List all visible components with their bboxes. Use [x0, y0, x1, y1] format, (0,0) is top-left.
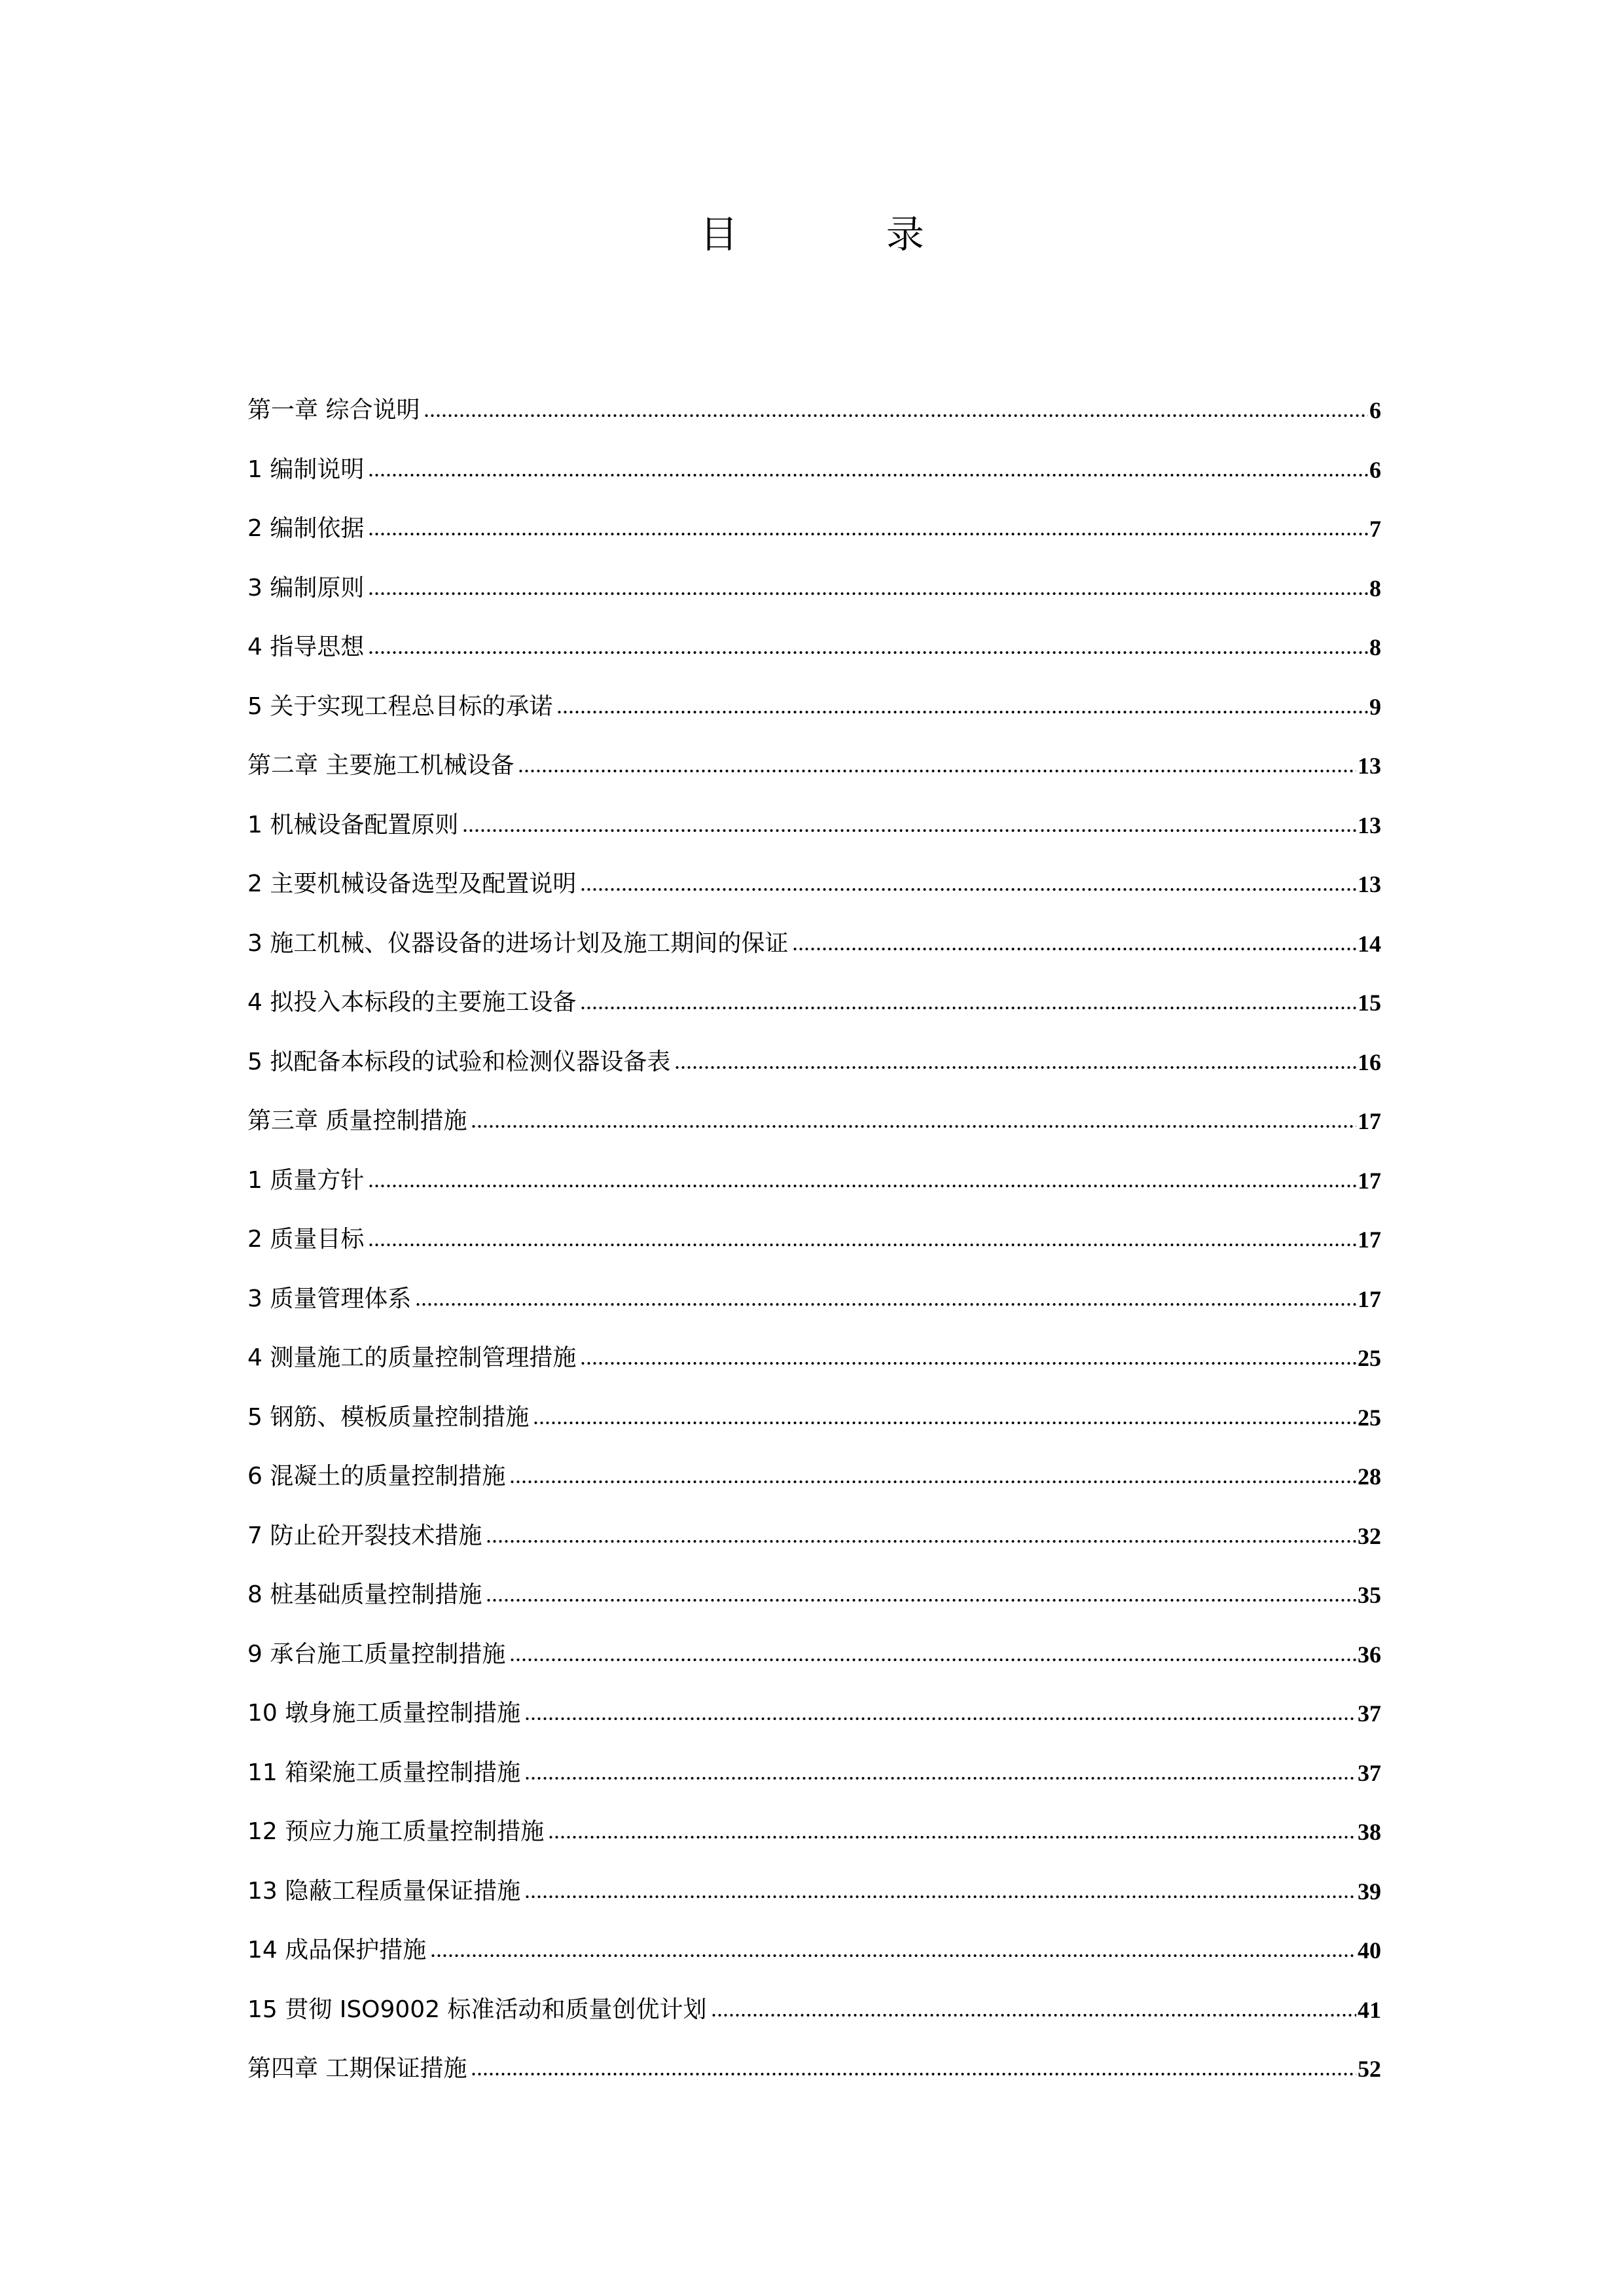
page-title: 目 录: [700, 212, 992, 257]
toc-entry[interactable]: [247, 1921, 1381, 1981]
toc-entry-page: 41: [1358, 1996, 1381, 2023]
toc-leader-dots: [711, 2014, 1356, 2017]
toc-entry[interactable]: [247, 1388, 1381, 1448]
toc-leader-dots: [518, 770, 1356, 772]
toc-entry-label: 6 混凝土的质量控制措施: [247, 1463, 506, 1490]
toc-entry[interactable]: [247, 1033, 1381, 1092]
toc-entry-page: 17: [1358, 1227, 1381, 1253]
toc-entry[interactable]: [247, 440, 1381, 500]
toc-entry[interactable]: [247, 1981, 1381, 2040]
toc-entry-page: 16: [1358, 1049, 1381, 1075]
toc-entry[interactable]: [247, 914, 1381, 974]
toc-entry-page: 32: [1358, 1522, 1381, 1549]
toc-entry[interactable]: [247, 1684, 1381, 1744]
toc-leader-dots: [462, 829, 1356, 832]
toc-entry[interactable]: [247, 1507, 1381, 1566]
toc-entry[interactable]: [247, 499, 1381, 559]
toc-entry-page: 28: [1358, 1463, 1381, 1490]
toc-leader-dots: [580, 1362, 1356, 1365]
toc-leader-dots: [486, 1540, 1356, 1543]
toc-entry-page: 17: [1358, 1108, 1381, 1135]
toc-leader-dots: [424, 414, 1368, 417]
toc-entry-page: 13: [1358, 812, 1381, 838]
toc-entry-page: 37: [1358, 1759, 1381, 1786]
toc-entry-label: 4 指导思想: [247, 634, 365, 661]
toc-entry-page: 14: [1358, 930, 1381, 957]
toc-entry[interactable]: [247, 973, 1381, 1033]
toc-entry-page: 35: [1358, 1582, 1381, 1609]
toc-leader-dots: [368, 474, 1368, 476]
toc-entry[interactable]: [247, 2039, 1381, 2099]
toc-leader-dots: [471, 2073, 1356, 2075]
toc-entry-label: 10 墩身施工质量控制措施: [247, 1700, 521, 1727]
toc-entry[interactable]: [247, 1625, 1381, 1685]
toc-entry-page: 6: [1369, 397, 1381, 424]
toc-entry-label: 5 拟配备本标段的试验和检测仪器设备表: [247, 1048, 671, 1075]
toc-leader-dots: [368, 1244, 1356, 1246]
toc-entry-page: 13: [1358, 753, 1381, 780]
toc-entry[interactable]: [247, 1270, 1381, 1329]
toc-entry-page: 38: [1358, 1819, 1381, 1846]
toc-entry[interactable]: [247, 1744, 1381, 1803]
toc-leader-dots: [524, 1777, 1356, 1780]
toc-entry[interactable]: [247, 1566, 1381, 1625]
toc-leader-dots: [524, 1717, 1356, 1720]
toc-leader-dots: [580, 888, 1356, 891]
toc-leader-dots: [368, 533, 1368, 535]
toc-entry-label: 12 预应力施工质量控制措施: [247, 1818, 545, 1846]
toc-entry-page: 25: [1358, 1345, 1381, 1372]
toc-entry-label: 7 防止砼开裂技术措施: [247, 1522, 482, 1549]
toc-leader-dots: [548, 1836, 1356, 1839]
toc-entry-label: 2 主要机械设备选型及配置说明: [247, 870, 577, 898]
toc-entry-label: 3 施工机械、仪器设备的进场计划及施工期间的保证: [247, 929, 789, 957]
toc-entry-page: 37: [1358, 1700, 1381, 1727]
toc-entry-label: 13 隐蔽工程质量保证措施: [247, 1877, 521, 1905]
toc-entry-page: 8: [1369, 634, 1381, 661]
toc-entry-page: 9: [1369, 693, 1381, 720]
toc-entry-label: 11 箱梁施工质量控制措施: [247, 1759, 521, 1786]
toc-entry-label: 1 质量方针: [247, 1166, 365, 1194]
toc-leader-dots: [430, 1954, 1356, 1957]
toc-entry-page: 6: [1369, 456, 1381, 483]
toc-entry-label: 第三章 质量控制措施: [247, 1107, 467, 1135]
toc-entry[interactable]: [247, 1803, 1381, 1862]
toc-entry-label: 5 关于实现工程总目标的承诺: [247, 692, 553, 720]
toc-entry[interactable]: [247, 381, 1381, 440]
toc-leader-dots: [556, 711, 1368, 713]
toc-entry[interactable]: [247, 559, 1381, 619]
toc-entry[interactable]: [247, 1092, 1381, 1151]
toc-entry-label: 8 桩基础质量控制措施: [247, 1581, 482, 1609]
toc-leader-dots: [792, 948, 1356, 950]
toc-leader-dots: [533, 1422, 1356, 1424]
toc-entry-label: 4 测量施工的质量控制管理措施: [247, 1344, 577, 1372]
toc-leader-dots: [524, 1895, 1356, 1898]
toc-leader-dots: [580, 1007, 1356, 1009]
toc-entry-label: 4 拟投入本标段的主要施工设备: [247, 989, 577, 1016]
toc-leader-dots: [509, 1480, 1356, 1483]
toc-entry[interactable]: [247, 1862, 1381, 1922]
toc-leader-dots: [674, 1066, 1356, 1069]
toc-entry[interactable]: [247, 855, 1381, 914]
toc-entry-page: 17: [1358, 1285, 1381, 1312]
toc-entry-label: 9 承台施工质量控制措施: [247, 1640, 506, 1668]
toc-leader-dots: [368, 651, 1368, 654]
toc-leader-dots: [415, 1303, 1356, 1306]
toc-entry-page: 15: [1358, 990, 1381, 1016]
toc-entry-page: 13: [1358, 871, 1381, 898]
toc-entry-page: 17: [1358, 1167, 1381, 1194]
toc-leader-dots: [368, 592, 1368, 595]
toc-leader-dots: [509, 1659, 1356, 1661]
toc-entry-label: 14 成品保护措施: [247, 1937, 427, 1964]
toc-entry-label: 1 编制说明: [247, 456, 365, 483]
toc-entry[interactable]: [247, 677, 1381, 737]
toc-entry[interactable]: [247, 1151, 1381, 1211]
toc-entry-label: 5 钢筋、模板质量控制措施: [247, 1403, 530, 1431]
toc-entry[interactable]: [247, 736, 1381, 796]
toc-entry-label: 1 机械设备配置原则: [247, 811, 459, 838]
toc-entry-label: 2 编制依据: [247, 515, 365, 543]
toc-leader-dots: [368, 1185, 1356, 1187]
toc-entry-label: 3 编制原则: [247, 574, 365, 601]
toc-entry[interactable]: [247, 618, 1381, 677]
toc-entry-label: 第一章 综合说明: [247, 397, 420, 424]
toc-entry-page: 52: [1358, 2056, 1381, 2083]
toc-entry[interactable]: [247, 796, 1381, 855]
toc-entry-label: 第二章 主要施工机械设备: [247, 752, 514, 780]
toc-entry[interactable]: [247, 1210, 1381, 1270]
toc-entry-page: 36: [1358, 1641, 1381, 1668]
toc-entry-page: 8: [1369, 575, 1381, 601]
toc-entry-page: 25: [1358, 1404, 1381, 1431]
table-of-contents: [247, 381, 1381, 2099]
toc-entry-label: 15 贯彻 ISO9002 标准活动和质量创优计划: [247, 1996, 707, 2023]
toc-entry-page: 40: [1358, 1937, 1381, 1964]
toc-leader-dots: [486, 1599, 1356, 1602]
toc-entry[interactable]: [247, 1447, 1381, 1507]
toc-entry-label: 2 质量目标: [247, 1226, 365, 1253]
toc-entry-page: 39: [1358, 1878, 1381, 1905]
toc-entry-label: 3 质量管理体系: [247, 1285, 412, 1312]
toc-entry[interactable]: [247, 1329, 1381, 1388]
toc-entry-page: 7: [1369, 516, 1381, 543]
toc-entry-label: 第四章 工期保证措施: [247, 2055, 467, 2083]
toc-leader-dots: [471, 1125, 1356, 1128]
